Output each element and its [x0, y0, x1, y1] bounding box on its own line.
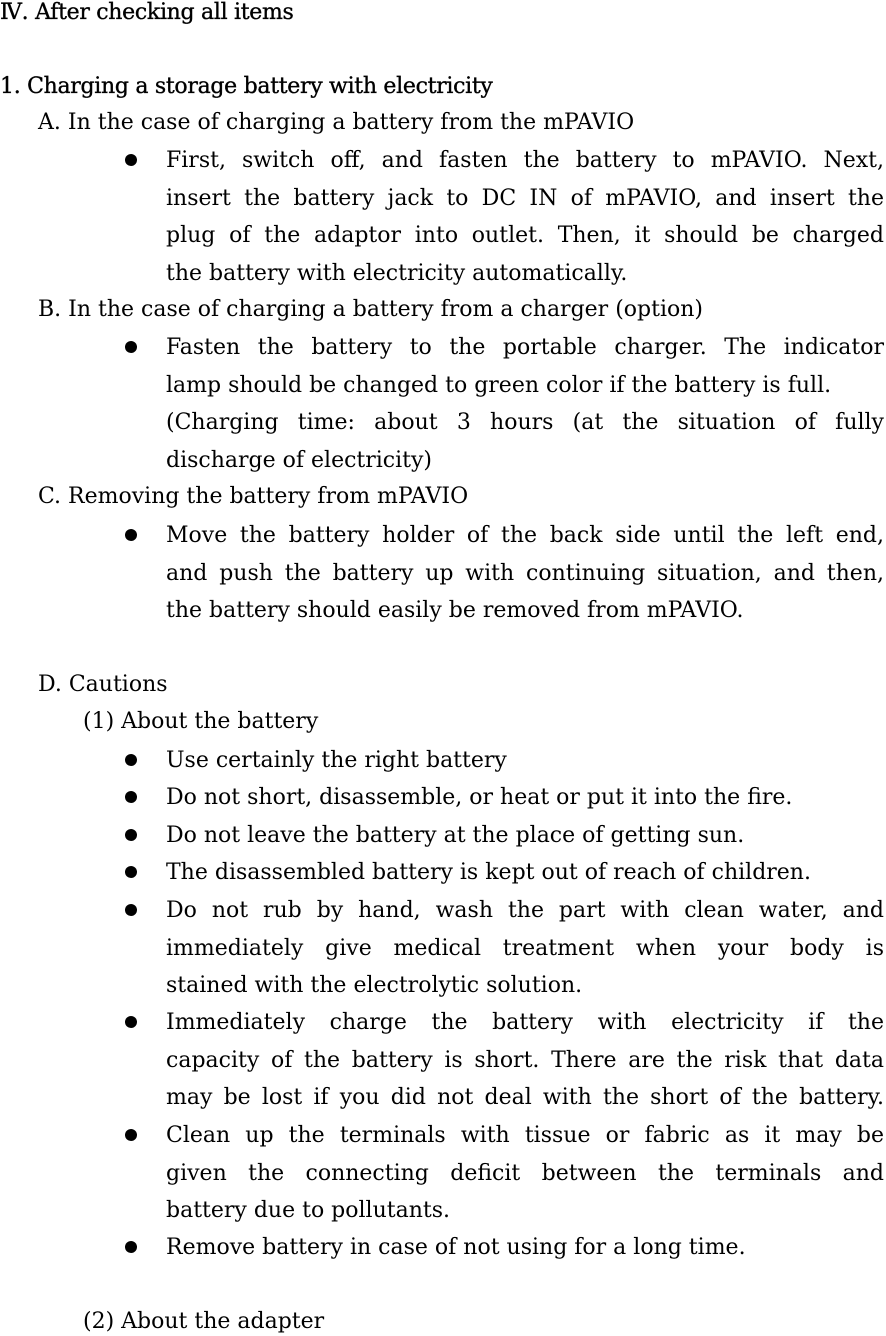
bullet-icon — [125, 154, 137, 166]
text-line: stained with the electrolytic solution. — [166, 973, 583, 998]
caution-bullet-text — [166, 817, 884, 855]
item-b-label: B. In the case of charging a battery from a charger (option) — [38, 297, 703, 322]
text-line: battery due to pollutants. — [166, 1198, 451, 1223]
bullet-icon — [125, 791, 137, 803]
text-line: lamp should be changed to green color if the battery is full. — [166, 372, 832, 398]
subsection-title: 1. Charging a storage battery with electricity — [0, 74, 493, 99]
caution-bullet-text — [166, 742, 884, 780]
caution-bullet-text — [166, 892, 884, 1005]
text-line: First, switch off, and fasten the battery to mPAVIO. Next, — [166, 148, 884, 173]
text-line: plug of the adaptor into outlet. Then, it should be charged — [166, 223, 884, 248]
cautions-label: D. Cautions — [38, 672, 168, 697]
item-c-label: C. Removing the battery from mPAVIO — [38, 484, 469, 509]
text-line: given the connecting deficit between the terminals and — [166, 1160, 884, 1186]
text-line: Fasten the battery to the portable charger. The indicator — [166, 335, 884, 360]
battery-cautions-label: (1) About the battery — [83, 709, 319, 734]
item-a-label: A. In the case of charging a battery from the mPAVIO — [38, 110, 635, 135]
caution-bullet-text — [166, 854, 884, 892]
text-line: Do not rub by hand, wash the part with clean water, and — [166, 898, 884, 923]
text-line: Immediately charge the battery with electricity if the — [166, 1010, 884, 1035]
bullet-icon — [125, 529, 137, 541]
text-line: insert the battery jack to DC IN of mPAVIO, and insert the — [166, 185, 884, 211]
text-line: the battery with electricity automatically. — [166, 260, 628, 286]
bullet-icon — [125, 1129, 137, 1141]
bullet-icon — [125, 829, 137, 841]
adapter-cautions-label: (2) About the adapter — [83, 1309, 325, 1334]
caution-bullet-text — [166, 779, 884, 817]
text-line: Remove battery in case of not using for a long time. — [166, 1235, 746, 1260]
section-title: Ⅳ. After checking all items — [0, 0, 294, 25]
text-line: Move the battery holder of the back side until the left end, — [166, 523, 884, 548]
item-b-bullet-text — [166, 329, 884, 479]
text-line: (Charging time: about 3 hours (at the situation of fully — [166, 410, 884, 435]
bullet-icon — [125, 1241, 137, 1253]
text-line: discharge of electricity) — [166, 447, 433, 473]
text-line: the battery should easily be removed from mPAVIO. — [166, 598, 744, 623]
text-line: and push the battery up with continuing situation, and then, — [166, 560, 884, 586]
text-line: Do not leave the battery at the place of getting sun. — [166, 823, 745, 848]
text-line: Do not short, disassemble, or heat or put it into the fire. — [166, 785, 793, 810]
text-line: Use certainly the right battery — [166, 748, 507, 773]
bullet-icon — [125, 904, 137, 916]
item-c-bullet-text — [166, 517, 884, 630]
bullet-icon — [125, 1016, 137, 1028]
bullet-icon — [125, 866, 137, 878]
caution-bullet-text — [166, 1117, 884, 1230]
text-line: may be lost if you did not deal with the short of the battery. — [166, 1085, 884, 1110]
item-a-bullet-text — [166, 142, 884, 292]
caution-bullet-text — [166, 1004, 884, 1117]
bullet-icon — [125, 341, 137, 353]
bullet-icon — [125, 754, 137, 766]
text-line: capacity of the battery is short. There are the risk that data — [166, 1047, 884, 1073]
text-line: The disassembled battery is kept out of reach of children. — [166, 860, 811, 885]
caution-bullet-text — [166, 1229, 884, 1267]
text-line: immediately give medical treatment when your body is — [166, 935, 884, 961]
text-line: Clean up the terminals with tissue or fabric as it may be — [166, 1123, 884, 1148]
